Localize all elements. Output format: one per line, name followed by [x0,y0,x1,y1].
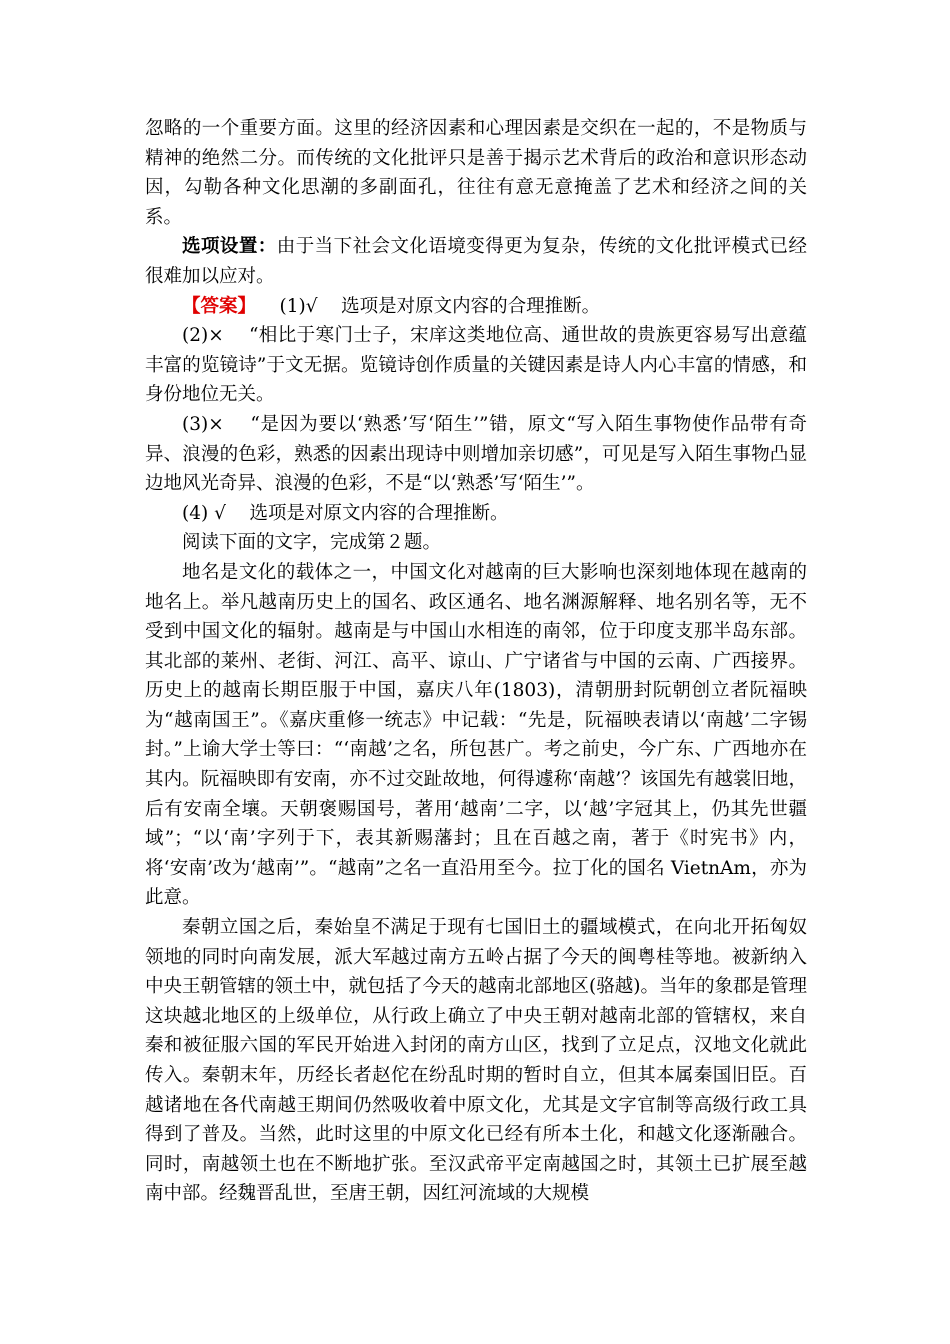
check-mark-icon: √ [214,502,226,524]
answer-3-text: “是因为要以‘熟悉’写‘陌生’”错，原文“写入陌生事物使作品带有奇异、浪漫的色彩，熟悉的因素出现诗中则增加亲切感”，可见是写入陌生事物凸显边地风光奇异、浪漫的色彩，不是“以‘熟悉’写‘陌生’”。 [145,413,807,495]
answer-4-number: (4) [182,502,209,524]
option-setting-label: 选项设置： [182,236,277,258]
answer-2-number: (2) [182,325,209,347]
paragraph-continued: 忽略的一个重要方面。这里的经济因素和心理因素是交织在一起的，不是物质与精神的绝然二分。而传统的文化批评只是善于揭示艺术背后的政治和意识形态动因，勾勒各种文化思潮的多副面孔，往往有意无意掩盖了艺术和经济之间的关系。 [145,118,807,228]
cross-mark-icon: × [208,325,224,347]
reading-instruction: 阅读下面的文字，完成第２题。 [182,532,442,554]
cross-mark-icon: × [208,413,224,435]
check-mark-icon: √ [305,295,318,317]
answer-3 [145,410,807,499]
document-page [145,114,807,1209]
option-setting-text: 由于当下社会文化语境变得更为复杂，传统的文化批评模式已经很难加以应对。 [145,236,807,287]
answer-1 [145,292,807,322]
passage-paragraph-1: 地名是文化的载体之一，中国文化对越南的巨大影响也深刻地体现在越南的地名上。举凡越南历史上的国名、政区通名、地名渊源解释、地名别名等，无不受到中国文化的辐射。越南是与中国山水相连的南邻，位于印度支那半岛东部。其北部的莱州、老街、河江、高平、谅山、广宁诸省与中国的云南、广西接界。历史上的越南长期臣服于中国，嘉庆八年(1803)，清朝册封阮朝创立者阮福映为“越南国王”。《嘉庆重修一统志》中记载：“先是，阮福映表请以‘南越’二字锡封。”上谕大学士等曰：“‘南越’之名，所包甚广。考之前史，今广东、广西地亦在其内。阮福映即有安南，亦不过交趾故地，何得遽称‘南越’？该国先有越裳旧地，后有安南全壤。天朝褒赐国号，著用‘越南’二字，以‘越’字冠其上，仍其先世疆域”；“以‘南’字列于下，表其新赐藩封；且在百越之南，著于《时宪书》内，将‘安南’改为‘越南’”。“越南”之名一直沿用至今。拉丁化的国名 VietnAm，亦为此意。 [145,561,807,909]
answer-3-number: (3) [182,413,209,435]
answer-tag: 【答案】 [182,295,257,317]
answer-4-text: 选项是对原文内容的合理推断。 [249,502,509,524]
answer-2-text: “相比于寒门士子，宋庠这类地位高、通世故的贵族更容易写出意蕴丰富的览镜诗”于文无据。览镜诗创作质量的关键因素是诗人内心丰富的情感，和身份地位无关。 [145,325,807,406]
answer-2 [145,321,807,410]
passage-paragraph-2: 秦朝立国之后，秦始皇不满足于现有七国旧土的疆域模式，在向北开拓匈奴领地的同时向南发展，派大军越过南方五岭占据了今天的闽粤桂等地。被新纳入中央王朝管辖的领土中，就包括了今天的越南北部地区(骆越)。当年的象郡是管理这块越北地区的上级单位，从行政上确立了中央王朝对越南北部的管辖权，来自秦和被征服六国的军民开始进入封闭的南方山区，找到了立足点，汉地文化就此传入。秦朝末年，历经长者赵佗在纷乱时期的暂时自立，但其本属秦国旧臣。百越诸地在各代南越王期间仍然吸收着中原文化，尤其是文字官制等高级行政工具得到了普及。当然，此时这里的中原文化已经有所本土化，和越文化逐渐融合。同时，南越领土也在不断地扩张。至汉武帝平定南越国之时，其领土已扩展至越南中部。经魏晋乱世，至唐王朝，因红河流域的大规模 [145,917,807,1205]
answer-4 [145,499,807,529]
answer-1-number: (1) [279,295,306,317]
answer-1-text: 选项是对原文内容的合理推断。 [341,295,601,317]
option-setting-paragraph [145,232,807,291]
